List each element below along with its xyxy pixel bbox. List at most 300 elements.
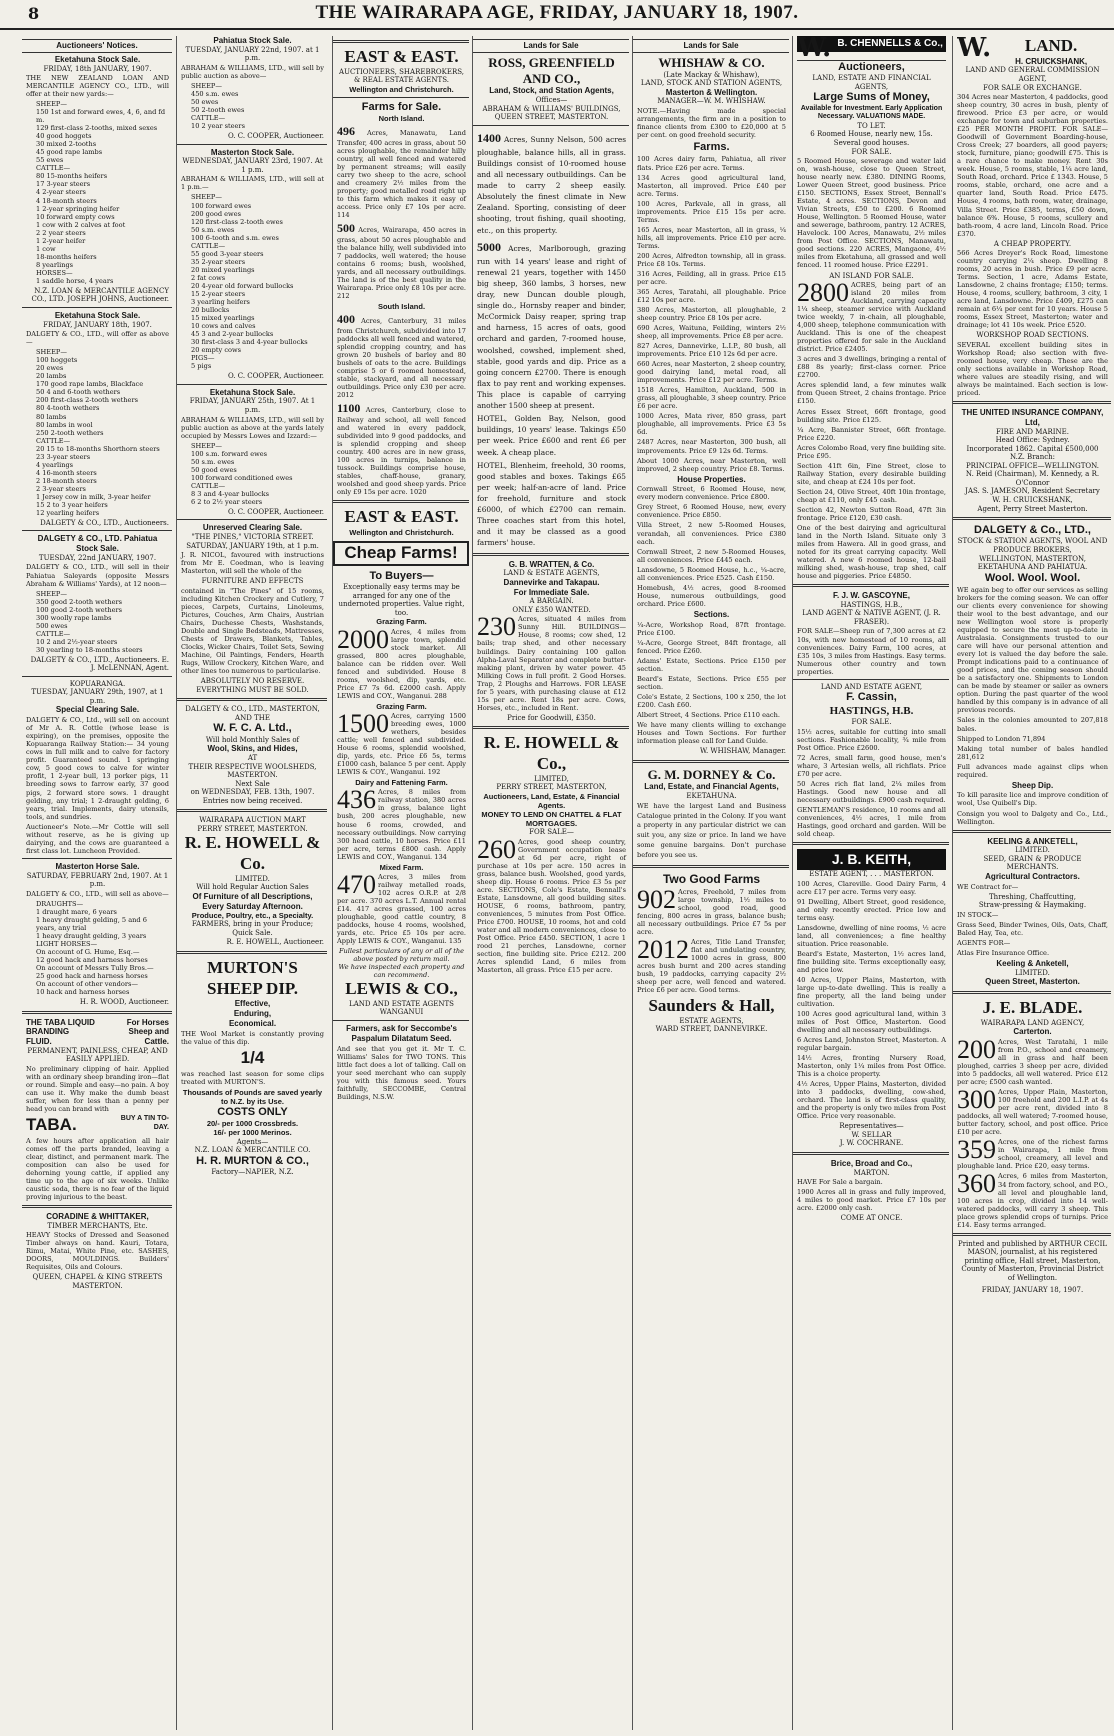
ad-produce: Produce, Poultry, etc., a Specialty. (191, 911, 314, 921)
ad-items: SHEEP— 350 good 2-tooth wethers 100 good 2-tooth wethers 300 woolly rape lambs 500 ewes CATTLE— 10 2 and 2½-year steers 30 yearling to 18-months steers (36, 589, 143, 654)
ad-subtitle: SEED, GRAIN & PRODUCE MERCHANTS. (983, 854, 1082, 872)
listing: Adams' Estate, Sections. Price £150 per section. (637, 656, 786, 673)
ad-heading: Agricultural Contractors. (985, 871, 1080, 881)
listing: ¼ Acre, Bannister Street, 66ft frontage. Price £220. (797, 425, 946, 442)
ad-masterton-stock (181, 148, 324, 381)
ad-body: Consign you wool to Dalgety and Co., Ltd., Wellington. (957, 809, 1108, 826)
ad-signature: O. C. COOPER, Auctioneer. (227, 132, 324, 141)
ad-tolet-body: 6 Roomed House, nearly new, 15s. Several good houses. (810, 130, 933, 147)
ad-location: MARTON. (853, 1168, 890, 1177)
ad-firm: Keeling & Anketell, (996, 958, 1069, 968)
listing: 40 Acres, Upper Plains, Masterton, with large up-to-date dwelling. This is really a fine property, all the land being under cultivation. (797, 975, 946, 1008)
listing: 359 Acres, one of the richest farms in Wairarapa, 1 mile from school, creamery, all level and ploughable land. Price £20, easy terms. (957, 1135, 1108, 1171)
column-3 (332, 36, 469, 1730)
ad-subheading: Dairy and Fattening Farm. (355, 778, 448, 788)
ad-name: H. CRUICKSHANK, (1015, 56, 1088, 66)
listing: 2012 Acres, Title Land Transfer, flat and undulating country, 1000 acres in grass, 800 acres bush burnt and 200 acres standing bush, 19 paddocks, carrying capacity 2½ sheep per acre, well fenced and watered. Price £6 per acre. Good terms. (637, 934, 786, 994)
ad-item: Straw-pressing & Haymaking. (978, 901, 1087, 910)
listing: 365 Acres, Taratahi, all ploughable. Price £12 10s per acre. (637, 287, 786, 304)
ad-place: THEIR RESPECTIVE WOOLSHEDS, MASTERTON. (188, 762, 317, 780)
ad-date: SATURDAY, FEBRUARY 2nd, 1907. At 1 p.m. (26, 871, 169, 889)
ad-firm: ROSS, GREENFIELD AND CO., (488, 54, 615, 86)
ad-body: SEVERAL excellent building sites in Workshop Road; also section with five-roomed house, very cheap. These are the only sections available in Workshop Road, where values are steadily rising, and will always be maintained. Each section is low-priced. (957, 341, 1108, 398)
listing: 1000 Acres, Mata river, 850 grass, part ploughable, all improvements. Price £3 5s 6d. (637, 412, 786, 437)
ad-location: EKETAHUNA. (686, 792, 737, 801)
ad-heading: Farms. (693, 141, 730, 154)
ad-ltd: LIMITED. (1015, 968, 1050, 977)
ad-price-1: 20/- per 1000 Crossbreds. (206, 1119, 299, 1129)
ad-signature: O. C. COOPER, Auctioneer. (227, 372, 324, 381)
listing: 4½ Acres, Upper Plains, Masterton, divided into 3 paddocks, dwelling, cow-shed, orchard. The land is of first-class quality, and the property is only two miles from Post Office. Price very reasonable. (797, 1080, 946, 1121)
ad-bargain: A BARGAIN. (529, 597, 574, 606)
listing: Lansdowne, dwelling of nine rooms, ½ acre land, all conveniences; a fine healthy situation. Price reasonable. (797, 923, 946, 948)
ad-location: HASTINGS, H.B. (829, 704, 914, 717)
listing: ¼-Acre, George Street, 84ft frontage, all fenced. Price £260. (637, 638, 786, 655)
ad-firm: Saunders & Hall, (648, 996, 775, 1016)
ad-tag: Effective, (234, 999, 271, 1009)
ad-eketahuna-loan (26, 55, 169, 304)
ad-wfca (181, 705, 324, 805)
ad-rep: J. W. COCHRANE. (839, 1139, 904, 1148)
ad-firm: R. E. HOWELL & Co. (184, 833, 321, 873)
ad-agent: W. H. CRUICKSHANK, (992, 495, 1073, 504)
ad-heading: Sections. (693, 609, 730, 619)
ad-subheading: South Island. (377, 302, 426, 312)
ad-body: Exceptionally easy terms may be arranged for any one of the undernoted properties. Value right, too. (338, 583, 465, 617)
listing: Section 41ft 6in, Fine Street, close to Railway Station, every desirable building site, and cheap at £24 10s per foot. (797, 461, 946, 486)
ad-subtitle: WAIRARAPA LAND AGENCY, (980, 1018, 1085, 1027)
listing: 91 Dwelling, Albert Street, good residence, and only recently erected. Price low and terms easy. (797, 897, 946, 922)
ad-firm: H. R. MURTON & CO., (196, 1154, 309, 1167)
farm-listing: 470 Acres, 3 miles from railway metalled roads, 102 acres O.R.P. at 2/8 per acre. 370 acres L.T. Annual rental £14. 417 acres grassed, 100 acres ploughable, good cattle country, 8 paddocks, house 4 rooms, woolshed, yards, etc. Price £5 10s per acre. Apply LEWIS & COY., Wanganui. 135 (337, 869, 466, 946)
ad-body: THE Wool Market is constantly proving the value of this dip. (181, 1029, 324, 1046)
ad-taba (26, 1018, 169, 1201)
ad-office: Head Office: Sydney. (995, 436, 1070, 445)
ad-note: We have inspected each property and can recommend. (338, 963, 465, 980)
column-1 (22, 36, 172, 1730)
ad-rep: W. SELLAR (851, 1130, 892, 1139)
ad-factory: Factory—NAPIER, N.Z. (211, 1168, 294, 1176)
ad-subtitle: ESTATE AGENTS, (679, 1016, 744, 1025)
ad-heading: For Immediate Sale. (513, 587, 590, 597)
ad-signature: W. WHISHAW, Manager. (699, 746, 786, 755)
ad-firm: R. E. HOWELL & Co., (483, 733, 620, 774)
ad-auction-mart (181, 816, 324, 947)
farm-listing: 2000 Acres, 4 miles from large town, splendid stock market. All grassed, 800 acres ploughable, balance can be ridden over. Well fenced and subdivided. House 8 rooms, woolshed, dip, yards, etc. Price £7 7s 6d. £2000 cash. Apply LEWIS and COY., Wanganui. 288 (337, 624, 466, 700)
listing: 230 Acres, situated 4 miles from Sunny Hill. BUILDINGS—House, 8 rooms; cow shed, 12 bails; trap shed, and other necessary buildings. Dairy containing 100 gallon Alpha-Laval Separator and complete butter-making plant, driven by water power. 45 Milking Cows in full profit. 2 Good Horses. Trap, 2 Ploughs and Harrows. FOR LEASE for 5 years, with purchasing clause at £12 15s per acre. Rent 18s per acre. Cows, Horses, etc., included in Rent. (477, 612, 626, 712)
ad-cash: ONLY £350 WANTED. (512, 605, 591, 614)
ad-signature: H. R. WOOD, Auctioneer. (79, 997, 169, 1006)
ad-heading: Wool. Wool. Wool. (984, 571, 1081, 584)
logo-letter: W. (957, 36, 992, 63)
listing: 14½ Acres, fronting Nursery Road, Masterton, only 1¼ miles from Post Office. This is a choice property. (797, 1054, 946, 1079)
ad-subtitle: LAND, STOCK AND STATION AGENTS, (640, 79, 783, 88)
ad-subtitle: Auctioneers, (838, 61, 905, 73)
ad-address: WARD STREET, DANNEVIRKE. (655, 1025, 768, 1034)
farm-listing: 496 Acres, Manawatu, Land Transfer, 400 acres in grass, about 50 acres ploughable, the remainder hilly country, all well fenced and watered by permanent streams; will easily carry two sheep to the acre, school and creamery 2½ miles from the property; good metalled road right up to this farm which makes it easy of access. Price only £7 10s per acre. 114 (337, 124, 466, 220)
ad-late: (Late Mackay & Whishaw), (663, 70, 760, 79)
ad-clearing-sale (181, 523, 324, 694)
ad-note: Fullest particulars of any or all of the above posted by return mail. (338, 947, 465, 964)
section-header: Auctioneers' Notices. (22, 39, 172, 53)
ad-items: SHEEP— 150 1st and forward ewes, 4, 6, and fd m. 129 first-class 2-tooths, mixed sexes 40 good hoggets 30 mixed 2-tooths 45 good rape lambs 55 ewes CATTLE— 80 15-months heifers 17 3-year steers 4 2-year steers 4 18-month steers 1 2-year springing heifer 10 forward empty cows 1 cow with 2 calves at foot 2 2 year steers 1 2-year heifer 1 cow 18-months heifers 8 yearlings HORSES— 1 saddle horse, 4 years (36, 100, 166, 285)
ad-firm: J. E. BLADE. (982, 997, 1083, 1017)
ad-address: ABRAHAM & WILLIAMS' BUILDINGS, QUEEN STREET, MASTERTON. (482, 104, 621, 122)
ad-forsale: FOR SALE OR EXCHANGE. (983, 83, 1082, 92)
ad-firm: Brice, Broad and Co., (830, 1159, 913, 1169)
ad-firm: KEELING & ANKETELL, (987, 836, 1078, 846)
ad-principal: PRINCIPAL OFFICE—WELLINGTON. (965, 461, 1100, 470)
ad-incorporated: Incorporated 1862. Capital £500,000 (966, 444, 1099, 453)
ad-subheading: Grazing Farm. (376, 617, 427, 627)
listing: 200 Acres, West Taratahi, 1 mile from P.O., school and creamery, all in grass and half been ploughed, carries 3 sheep per acre, divided into 5 paddocks, all well watered. Price £12 per acre; £500 cash wanted. (957, 1034, 1108, 1087)
ad-agent: LAND AND ESTATE AGENT, (820, 682, 923, 691)
ad-next: Next Sale (235, 779, 270, 788)
ad-address: PERRY STREET, MASTERTON. (197, 824, 308, 833)
ad-title: Eketahuna Stock Sale. (54, 310, 141, 320)
ad-offices: Offices— (535, 96, 568, 105)
ad-firm: WHISHAW & CO. (658, 54, 765, 70)
ad-note: EVERYTHING MUST BE SOLD. (196, 685, 309, 694)
listing: One of the best dairying and agricultural land in the North Island. Situate only 3 miles from Hawera. All in good grass, and noted for its great carrying capacity. Well watered. A new 6 roomed house, 12-bail milking shed, wash-house, trap shed, calf house and piggeries. Price £4850. (797, 523, 946, 581)
ad-price-2: 16/- per 1000 Merinos. (213, 1128, 292, 1138)
newspaper-title: THE WAIRARAPA AGE, FRIDAY, JANUARY 18, 1907. (315, 2, 799, 23)
masthead (0, 0, 1114, 30)
ad-body: 304 Acres near Masterton, 4 paddocks, good sheep country, 30 acres in bush, plenty of firewood. Price £3 per acre, or would exchange for town and suburban properties. £25 PER MONTH PROFIT. FOR SALE—Goodwill of Government Boarding-house, Cross Creek; 27 boarders, all good payers; stock, furniture, piano; goodwill £75. This is a rare chance to make money. Rent 30s week. House, 5 rooms, stable, 1¼ acre land, South Road, orchard. Price £ 1343. House, 5 rooms, stable, orchard, one acre and a quarter land, South Road. Price £475. House, 4 rooms, bath room, water, drainage, Villa Street. Price £385, terms, £50 down, balance 6%. House, 5 rooms, scullery and bath-room, 4 acre land, Lincoln Road. Price £370. (957, 93, 1108, 238)
ad-title: DALGETY & CO., LTD. Pahiatua Stock Sale. (37, 534, 158, 554)
ad-subtitle: LAND & ESTATE AGENTS, (503, 569, 600, 578)
ad-ltd: LIMITED. (235, 874, 270, 883)
ad-firm: THE UNITED INSURANCE COMPANY, Ltd, (961, 408, 1104, 427)
ad-branch: N.Z. Branch: (1009, 453, 1056, 462)
ad-subtitle: FIRE AND MARINE. (996, 427, 1069, 436)
ad-subtitle: LAND AND ESTATE AGENTS (349, 999, 454, 1008)
column-2 (176, 36, 327, 1730)
listing: HOTEL, Blenheim, freehold, 30 rooms, good stables and boxes. Takings £65 per week; half-an-acre of land. Price for freehold, furniture and stock £6000, of which £2700 can remain. Three coaches start from this hotel, and it may be classed as a good farmers' house. (477, 460, 626, 548)
ad-firm: G. M. DORNEY & Co. (647, 766, 776, 782)
ad-subtitle: STOCK & STATION AGENTS, WOOL AND PRODUCE BROKERS, (957, 537, 1108, 554)
ad-location: Wellington and Christchurch. (349, 84, 454, 94)
column-5 (632, 36, 789, 1730)
ad-heading: A CHEAP PROPERTY. (993, 239, 1072, 248)
listing: 15½ acres, suitable for cutting into small sections. Fashionable locality, ¾ mile from Post Office. Price £2600. (797, 727, 946, 752)
farm-listing: 500 Acres, Wairarapa, 450 acres in grass, about 50 acres ploughable and the balance hilly, well subdivided into 7 paddocks, well watered; the house contains 6 rooms; bush, woolshed, yards, and all necessary outbuildings. The land is of the best quality in the Wairarapa. Price only £8 10s per acre. 212 (337, 221, 466, 301)
ad-stat: Sales in the colonies amounted to 207,818 bales. (957, 716, 1108, 733)
ad-title: MURTON'S SHEEP DIP. (206, 957, 299, 998)
ad-firm: EAST & EAST. (344, 47, 459, 66)
listing: Acres Essex Street, 66ft frontage, good building site. Price £125. (797, 407, 946, 424)
ad-firm: W. F. C. A. Ltd., (213, 722, 292, 735)
taba-buy: BUY A TIN TO-DAY. (120, 1115, 169, 1131)
farm-listing: 400 Acres, Canterbury, 31 miles from Christchurch, subdivided into 17 paddocks all well fenced and watered, splendid cropping country, and has grown 20 bushels of barley and 80 bushels of oats to the acre. Buildings comprise 5 or 6 roomed homestead, stable, stackyard, and all necessary outbuildings. Price only £30 per acre. 2012 (337, 312, 466, 400)
imprint-date: FRIDAY, JANUARY 18, 1907. (981, 1286, 1084, 1295)
listing: 660 Acres, near Masterton, 2 sheep country, good dairying land, metal road, all improvements. Price £12 per acre. Terms. (637, 360, 786, 385)
ad-body: ABRAHAM & WILLIAMS, LTD., will sell by public auction as above— (181, 63, 324, 80)
ad-money: MONEY TO LEND ON CHATTEL & FLAT MORTGAGES. (481, 810, 622, 829)
ad-costs: COSTS ONLY (217, 1105, 288, 1118)
listing: 100 Acres good agricultural land, within 3 miles of Post Office, Masterton. Good dwelling and all necessary outbuildings. (797, 1010, 946, 1035)
listing: 316 Acres, Feilding, all in grass. Price £15 per acre. (637, 269, 786, 286)
ad-firm: LEWIS & CO., (345, 979, 458, 999)
listing: Cole's Estate, 2 Sections, 100 x 250, the lot £200. Cash £60. (637, 692, 786, 709)
ad-stat: Shipped to London 71,894 (957, 734, 1046, 743)
ad-and: AND THE (235, 713, 270, 722)
ad-body: FOR SALE—Sheep run of 7,300 acres at £2 10s, with new homestead of 10 rooms, all conveniences. Dairy Farm, 100 acres, at £35 10s, 3 miles from Hastings. Easy terms. Numerous other country and town properties. (797, 627, 946, 676)
ad-firm: DALGETY & Co., LTD., (974, 524, 1091, 537)
ad-place: KOPUARANGA. (69, 679, 126, 688)
listing: ¼-Acre, Workshop Road, 87ft frontage. Price £100. (637, 620, 786, 637)
ad-manager: MANAGER—W. M. WHISHAW. (657, 97, 766, 106)
taba-body: No preliminary clipping of hair. Applied with an ordinary sheep branding iron—flat or round. Simple and easy—no pain. A boy can use it. Why make the dumb beast suffer, when for less than a penny per head you can brand with (26, 1064, 169, 1113)
ad-body2: was reached last season for some clips treated with MURTON'S. (181, 1069, 324, 1086)
listing: 690 Acres, Waituna, Feilding, winters 2½ sheep, all improvements. Price £8 per acre. (637, 324, 786, 341)
listing: Section 24, Olive Street, 40ft 10in frontage, cheap at £110, only £45 cash. (797, 487, 946, 504)
ad-date: on WEDNESDAY, FEB. 13th, 1907. (190, 788, 315, 797)
ad-firm: G. B. WRATTEN, & Co. (508, 559, 595, 569)
listing: Villa Street, 2 new 5-Roomed Houses, verandah, all conveniences. Price £380 each. (637, 521, 786, 546)
listing: 134 Acres good agricultural land, Masterton, all improved. Price £40 per acre. Terms. (637, 173, 786, 198)
ad-body: DALGETY & CO., LTD., will sell in their Pahiatua Saleyards (opposite Messrs Abraham & Williams' Yards), at 12 noon— (26, 563, 169, 588)
ad-location: WELLINGTON, MASTERTON, EKETAHUNA AND PAHIATUA. (977, 554, 1088, 572)
listing: HOTEL, Golden Bay, Nelson, good buildings, 10 years' lease. Takings £50 per week. Price £600 and rent £6 per week. A cheap place. (477, 414, 626, 457)
ad-title: Eketahuna Stock Sale. (209, 387, 296, 397)
ad-title: DALGETY & CO., LTD., MASTERTON, (185, 705, 320, 714)
listing: Homebush, 4½ acres, good 8-roomed House, numerous outbuildings, good orchard. Price £600. (637, 583, 786, 608)
ad-body2: contained in "The Pines" of 15 rooms, including Kitchen Crockery and Cutlery, 7 pieces, Carpets, Curtains, Linoleums, Pictures, Couches, Arm Chairs, Austrian Chairs, Duchesse Chests, Washstands, Double and Single Bedsteads, Mattresses, Chests of Drawers, Blankets, Tables, Clocks, Wicker Chairs, Toilet Sets, Sewing Machine, Oil Paintings, Fenders, Hearth Rugs, Willow Crockery, Kitchen Ware, and other lines too numerous to particularise. (181, 586, 324, 676)
ad-signature: DALGETY & CO., LTD., Auctioneers. (40, 518, 169, 527)
ad-subtitle: ESTATE AGENT, . . . MASTERTON. (809, 870, 934, 879)
ad-forsale: FOR SALE. (851, 147, 892, 156)
ad-date: TUESDAY, 22nd JANUARY, 1907. (38, 553, 157, 562)
listing: Cornwall Street, 6 Roomed House, new, every modern convenience. Price £800. (637, 485, 786, 502)
ad-note: We have many clients willing to exchange Houses and Town Sections. For further information please call for Land Guide. (637, 720, 786, 745)
ad-pahiatua-dalgety (26, 534, 169, 672)
ad-at: AT (247, 753, 258, 762)
ad-secretary: JAS. S. JAMESON, Resident Secretary (965, 487, 1100, 496)
ad-body: WE have the largest Land and Business Catalogue printed in the Colony. If you want a property in any particular district we can suit you, any size or price. In land we have some genuine bargains. Don't purchase before you see us. (637, 801, 786, 860)
listing: 100 Acres dairy farm, Pahiatua, all river flats. Price £26 per acre. Terms. (637, 155, 786, 172)
printer-imprint: Printed and published by ARTHUR CECIL MASON, journalist, at his registered printing office, Hall street, Masterton, County of Masterton, Provincial District of Wellington. (957, 1239, 1108, 1282)
listing: 72 Acres, small farm, good house, men's whare, 3 Artesian wells, all richflats. Price £70 per acre. (797, 753, 946, 778)
ad-signature: O. C. COOPER, Auctioneer. (227, 507, 324, 516)
farm-listing: 1500 Acres, carrying 1500 breeding ewes, 1000 wethers, besides cattle; well fenced and subdivided. House 6 rooms, splendid woolshed, dip, yards, etc. Price £6 5s, terms £1000 cash, balance 5 per cent. Apply LEWIS & COY., Wanganui. 192 (337, 708, 466, 777)
taba-title: THE TABA LIQUID BRANDING FLUID. (26, 1017, 95, 1046)
ad-date: SATURDAY, JANUARY 19th, at 1 p.m. (186, 541, 319, 550)
ad-date: FRIDAY, JANUARY 18th, 1907. (43, 320, 152, 329)
ad-body: IN STOCK— (957, 910, 999, 919)
coradine-body: HEAVY Stocks of Dressed and Seasoned Timber always on hand. Kauri, Totara, Rimu, Matai, White Pine, etc. SASHES, DOORS, MOULDINGS. Builders' Requisites, Oils and Colours. (26, 1231, 169, 1272)
ad-saved: Thousands of Pounds are saved yearly to N.Z. by its Use. (182, 1087, 323, 1106)
ad-chair: N. Reid (Chairman), M. Kennedy, a R. O'Connor (965, 470, 1100, 487)
ad-items: SHEEP— 100 forward ewes 200 good ewes 120 first-class 2-tooth ewes 50 s.m. ewes 100 6-tooth and s.m. ewes CATTLE— 55 good 3-year steers 35 2-year steers 20 mixed yearlings 2 fat cows 20 4-year old forward bullocks 15 2-year steers 3 yearling heifers 20 bullocks 15 mixed yearlings 10 cows and calves 45 3 and 2-year bullocks 30 first-class 3 and 4-year bullocks 20 empty cows PIGS— 5 pigs (191, 193, 308, 371)
ad-tag: Economical. (228, 1018, 277, 1028)
ad-note: NOTE.—Having made special arrangements, the firm are in a position to finance clients from £300 to £20,000 at 5 per cent. on good freehold security. (637, 106, 786, 140)
ad-signature: R. E. HOWELL, Auctioneer. (226, 938, 324, 947)
ad-note: ABSOLUTELY NO RESERVE. (200, 677, 305, 686)
ad-subtitle: LAND, ESTATE AND FINANCIAL AGENTS, (812, 74, 931, 91)
ad-body: DALGETY & CO., Ltd., will sell on account of Mr A. R. Cottle (whose lease is expiring), on the premises, opposite the Kopuaranga Railway Station:— 34 young cows in full milk and to calve for factory profit. Guaranteed sound. 1 springing cow, 5 good cows to calve for winter profit, 1 2-year bull, 13 porker pigs, 11 breeding sows to farrow early, 37 good pigs, 2 forward store sows. 1 draught gelding, any trial; 1 2-draught gelding, 6 years, trial. Implements, dairy utensils, tools, and sundries. (26, 716, 169, 821)
ad-eketahuna-aw (181, 388, 324, 517)
ad-signature: N.Z. LOAN & MERCANTILE AGENCY CO., LTD. JOSEPH JOHNS, Auctioneer. (31, 286, 169, 304)
ad-reps: Representatives— (839, 1122, 904, 1131)
ad-every: Every Saturday Afternoon. (202, 901, 303, 911)
ad-body: DALGETY & CO., LTD., will sell as above— (26, 889, 169, 898)
ad-subheading: North Island. (378, 114, 425, 124)
ad-forsale: FOR SALE. (851, 718, 892, 726)
ad-title: Special Clearing Sale. (55, 705, 140, 715)
ad-firm: F. Cassin, (846, 691, 897, 704)
listing: GENTLEMAN'S residence, 10 rooms and all conveniences, 4½ acres, 1 mile from Hastings, good orchard and garden. Will be sold cheap. (797, 805, 946, 838)
listing: 3 acres and 3 dwellings, bringing a rental of £88 8s yearly; first-class corner. Price £2700. (797, 355, 946, 380)
listing: 6 Acres Land, Johnston Street, Masterton. A regular bargain. (797, 1036, 946, 1053)
ad-title: Pahiatua Stock Sale. (213, 36, 292, 45)
listing: 200 Acres, Alfredton township, all in grass. Price £8 10s. Terms. (637, 251, 786, 268)
listing: 100 Acres, Clareville. Good Dairy Farm, 4 acre £17 per acre. Terms very easy. (797, 879, 946, 896)
ad-date: TUESDAY, JANUARY 22nd, 1907. at 1 p.m. (185, 45, 320, 63)
ad-items: SHEEP— 450 s.m. ewes 50 ewes 50 2-tooth ewes CATTLE— 10 2 year steers (191, 81, 245, 131)
farm-listing: 1100 Acres, Canterbury, close to Railway and school, all well fenced and watered in every paddock, subdivided into 9 good paddocks, and is splendid cropping and sheep country. 400 acres are in new grass, 100 acres in turnips, balance in tussock. Buildings comprise house, stables, chaff-house, granary, woolshed and good sheep yards. Price only £9 15s per acre. 1020 (337, 401, 466, 497)
ad-location: Masterton & Wellington. (665, 87, 758, 97)
ad-body: HAVE For Sale a bargain. (797, 1178, 883, 1187)
ad-note: Full advances made against clips when required. (957, 762, 1108, 779)
ad-body: J. R. NICOL, favoured with instructions from Mr E. Coedman, who is leaving Masterton, will sell the whole of the (181, 551, 324, 576)
cheap-farms-banner: Cheap Farms! (333, 541, 469, 566)
ad-title: Eketahuna Stock Sale. (54, 54, 141, 64)
farm-listing: 436 Acres, 8 miles from railway station, 380 acres in grass, balance light bush, 200 acres ploughable, new house 6 rooms, crowded, and necessary outbuildings. Now carrying 300 head cattle, 10 horses. Price £11 per acre, terms £800 cash. Apply LEWIS and COY., Wanganui. 134 (337, 785, 466, 861)
ad-items: SHEEP— 100 s.m. forward ewes 50 s.m. ewes 50 good ewes 100 forward conditioned ewes CATTLE— 8 3 and 4-year bullocks 6 2 to 2½ year steers (191, 441, 293, 506)
listing: About 1000 Acres, near Masterton, well improved, 2 sheep country. Price £8. Terms. (637, 456, 786, 473)
ad-body: Atlas Fire Insurance Office. (957, 948, 1050, 957)
coradine-address: QUEEN, CHAPEL & KING STREETS MASTERTON. (32, 1273, 163, 1290)
ad-body: 1900 Acres all in grass and fully improved, 4 miles to good market. Price £7 10s per acre. £2000 only cash. (797, 1188, 946, 1213)
taba-for: For Horses Sheep and Cattle. (126, 1017, 169, 1046)
ad-location: HASTINGS, H.B., (840, 600, 903, 609)
ad-firm: J. B. KEITH, (797, 849, 946, 870)
ad-horse-sale (26, 862, 169, 1007)
ad-heading: To Buyers— (369, 569, 434, 582)
listing: 260 Acres, good sheep country, Government occupation lease at 6d per acre, right of purchase at 10s per acre. 150 acres in grass, balance bush. Woolshed, good yards, sheep dip. House 6 rooms. Price £3 5s per acre. SECTIONS, Cole's Estate, Bennall's Estate, Lansdowne, all good building sites. HOUSE, 6 rooms, bathroom, pantry, conveniences, 5 minutes from Post Office. Price £700. HOUSE, 10 rooms, hot and cold water and all modern conveniences, close to Post Office. Price £450. SECTION, 1 acre 1 rood 21 perches, Lansdowne, corner section, fine building site. Price £212. 200 Acres splendid Land, 6 miles from Masterton, all grass. Price £15 per acre. (477, 834, 626, 975)
ad-subtitle: Auctioneers, Land, Estate, & Financial Agents. (483, 791, 620, 810)
ad-location: Wellington and Christchurch. (349, 528, 454, 538)
listing: Section 42, Newton Sutton Road, 47ft 3in frontage. Price £120, £30 cash. (797, 505, 946, 522)
page-number: 8 (28, 4, 40, 23)
logo-letter: W. (797, 36, 832, 61)
ad-heading: Farmers, ask for Seccombe's Paspalum Dilatatum Seed. (346, 1024, 457, 1043)
ad-title: WAIRARAPA AUCTION MART (199, 816, 306, 825)
ad-subtitle: AUCTIONEERS, SHAREBROKERS, & REAL ESTATE AGENTS. (339, 67, 464, 85)
ad-coradine (26, 1212, 169, 1291)
ad-agents: Agents— (236, 1137, 269, 1146)
ad-heading: Farms for Sale. (361, 100, 442, 113)
ad-body: THE NEW ZEALAND LOAN AND MERCANTILE AGENCY CO., LTD., will offer at their new yards:— (26, 74, 169, 99)
listing: Albert Street, 4 Sections. Price £110 each. (637, 710, 780, 719)
listing: Lansdowne, 5 Roomed House, h.c., ¼-acre, all conveniences. Price £525. Cash £150. (637, 565, 786, 582)
ad-note: COME AT ONCE. (840, 1214, 903, 1223)
ad-body: ABRAHAM & WILLIAMS, LTD., will sell by public auction as above at the yards lately occupied by Messrs Lowes and Izzard:— (181, 415, 324, 440)
listing: 50 Acres rich flat land, 2¼ miles from Hastings. Good new house and all necessary outbuildings. £900 cash required. (797, 779, 946, 804)
listing: 360 Acres, 6 miles from Masterton, 34 from factory, school, and P.O., all level and ploughable land, 100 acres in crop, divided into 14 well-watered paddocks, will carry 3 sheep. This place grows splendid crops of turnips. Price £14. Easy terms arranged. (957, 1169, 1108, 1229)
ad-body: And see that you get it. Mr T. C. Williams' Sales for TWO TONS. This little fact does a lot of talking. Call on your seed merchant who can supply you with this famous seed. Yours faithfully, SECCOMBE, Central Buildings, N.S.W. (337, 1044, 466, 1101)
listing: 902 Acres, Freehold, 7 miles from large township, 1½ miles to school, good road, good fencing, 800 acres in grass, balance bush; all necessary outbuildings. Price £7 5s per acre. (637, 884, 786, 936)
ad-kopuaranga (26, 680, 169, 855)
ad-agent: Agent, Perry Street Masterton. (977, 504, 1088, 513)
listing: 165 Acres, near Masterton, all in grass, ¼ hills, all improvements. Price £10 per acre. Terms. (637, 225, 786, 250)
listing: 100 Acres, Parkvale, all in grass, all improvements. Price £15 15s per acre. Terms. (637, 199, 786, 224)
ad-subtitle: LAND AND GENERAL COMMISSION AGENT, (965, 66, 1100, 84)
ad-body: WE Contract for— (957, 882, 1019, 891)
ad-date: WEDNESDAY, JANUARY 23rd, 1907. At 1 p.m. (182, 157, 323, 174)
ad-location: Dannevirke and Takapau. (503, 577, 600, 587)
ad-goods: Wool, Skins, and Hides, (207, 744, 298, 754)
ad-firm: B. CHENNELLS & Co., (797, 36, 946, 52)
ad-location: WANGANUI (379, 1008, 424, 1017)
listing: 300 Acres, Upper Plain, Masterton, 100 freehold and 200 L.I.P. at 4s per acre rent, divided into 8 paddocks, all well watered; 7-roomed house, butter factory, school, and post office. Price £10 per acre. (957, 1085, 1108, 1137)
column-6 (792, 36, 949, 1730)
ad-subheading: Mixed Farm. (379, 862, 424, 872)
ad-tag: Enduring, (233, 1009, 272, 1019)
coradine-sub: TIMBER MERCHANTS, Etc. (47, 1221, 148, 1230)
ad-body: Will hold Monthly Sales of (205, 735, 300, 744)
ad-items: DRAUGHTS— 1 draught mare, 6 years 1 heavy draught gelding, 5 and 6 years, any trial 1 heavy draught gelding, 3 years LIGHT HORSES— On account of G. Hume, Esq.— 12 good hack and harness horses On account of Messrs Tully Bros.— 25 good hack and harness horses On account of other vendors— 10 hack and harness horses (36, 899, 154, 996)
ad-signature: DALGETY & CO., LTD., Auctioneers. E. J. McLENNAN, Agent. (30, 655, 169, 673)
listing: Beard's Estate, Sections. Price £55 per section. (637, 674, 786, 691)
ad-title: Masterton Stock Sale. (210, 147, 295, 157)
ad-subtitle: Land, Estate, and Financial Agents, (644, 782, 779, 792)
ad-address: Queen Street, Masterton. (985, 977, 1080, 987)
ad-title: Masterton Horse Sale. (55, 861, 140, 871)
listing: 380 Acres, Masterton, all ploughable, 2 sheep country. Price £8 10s per acre. (637, 306, 786, 323)
taba-body2: A few hours after application all hair comes off the parts branded, leaving a clear, distinct, and permanent mark. The composition can also be used for dehorning young cattle, if applied any time up to the age of six weeks. Unlike caustic soda, there is no fear of the liquid proving injurious to the beast. (26, 1136, 169, 1201)
ad-forsale: FOR SALE— (529, 828, 574, 837)
ad-item: Threshing, Chaffcutting, (989, 892, 1076, 901)
listing: Grey Street, 6 Roomed House, new, every convenience. Price £850. (637, 503, 786, 520)
ad-items: SHEEP— 100 hoggets 20 ewes 20 lambs 170 good rape lambs, Blackface 50 4 and 6-tooth wethers 200 first-class 2-tooth wethers 80 4-tooth wethers 80 lambs 80 lambs in wool 250 2-tooth wethers CATTLE— 20 15 to 18-months Shorthorn steers 23 3-year steers 4 yearlings 4 16-month steers 2 18-month steers 2 3-year steers 1 Jersey cow in milk, 3-year heifer 15 2 to 3 year heifers 12 yearling heifers (36, 348, 160, 517)
ad-heading: Two Good Farms (662, 872, 761, 886)
ad-body: AGENTS FOR— (957, 938, 1011, 947)
ad-location: Carterton. (1013, 1027, 1052, 1037)
listing: 1518 Acres, Hamilton, Auckland, 500 in grass, all ploughable, 3 sheep country. Price £6 per acre. (637, 386, 786, 411)
listing: 2800 ACRES, being part of an island 20 miles from Auckland, carrying capacity 1¼ sheep, steamer service with Auckland twice weekly, 7 in-chain, all ploughable, 4,000 sheep, telephone communication with Auckland. This is one of the cheapest properties offered for sale in the Auckland district. Price £2405. (797, 278, 946, 354)
ad-body: 5 Roomed House, sewerage and water laid on, wash-house, close to Queen Street, house nearly new. £380. DINING Rooms, Lower Queen Street, good business. Price £150. SECTIONS, Essex Street, Bennall's Estate, 4 acres. SECTIONS, Devon and Vivian Streets, £50 to £200. 6 Roomed House, Wellington. 5 Roomed House, water and sewerage, bathroom, pantry. 12 ACRES, Havelock. 100 Acres, Manawatu, 2½ miles from Post Office. SECTIONS, Manawatu, good sections. 220 ACRES, Mangaone, 4½ miles from Eketahuna, all grassed and well fenced. 11 roomed house. Price £2291. (797, 157, 946, 270)
ad-island: AN ISLAND FOR SALE. (829, 271, 914, 280)
ad-tolet: TO LET. (857, 121, 886, 130)
listing: 5000 Acres, Marlborough, grazing run with 14 years' lease and right of renewal 21 years, together with 1450 big sheep, 360 lambs, 3 horses, new dray, new Duncan double plough, single do., Hornsby reaper and binder, McCormick Daisy reaper, spring trap and harness, 15 acres of oats, good orchard and garden, 7-roomed house, woolshed, cowshed, implement shed, stable, good yards and dip. Price as a going concern £2700. There is enough flax to pay rent and working expenses. This place is capable of carrying another 1500 sheep at present. (477, 239, 626, 411)
listing: Beard's Estate, Masterton, 1½ acres land, fine building site. Terms exceptionally easy, and price low. (797, 949, 946, 974)
ad-heading: House Properties. (677, 474, 746, 484)
ad-entries: Entries now being received. (202, 796, 303, 805)
section-header: Lands for Sale (633, 39, 789, 53)
listing: 827 Acres, Dannevirke, L.I.P., 80 bush, all improvements. Price £10 12s 6d per acre. (637, 342, 786, 359)
ad-heading: Sheep Dip. (1011, 780, 1054, 790)
ad-body: WE again beg to offer our services as selling brokers for the coming season. We can offer our clients every convenience for showing their wool to the best advantage, and our new Wellington wool store is properly equipped to secure the most up-to-date in Australasia. Consignments trusted to our care will have our personal attention and every lot is valued the day before the sale. Prompt indications paid to a continuance of good prices, and the coming season should be a satisfactory one. Shipments to London can be made by steamer or sailer as owners option. During the past quarter of the wool handled by this company is in advance of all previous records. (957, 585, 1108, 715)
section-header: Lands for Sale (473, 39, 629, 53)
ad-body: ABRAHAM & WILLIAMS, LTD., will sell at 1 p.m.— (181, 175, 324, 192)
coradine-title: CORADINE & WHITTAKER, (46, 1211, 149, 1221)
ad-agent: N.Z. LOAN & MERCANTILE CO. (194, 1146, 311, 1155)
listing: Acres splendid land, a few minutes walk from Queen Street, 2 chains frontage. Price £150. (797, 381, 946, 406)
column-7 (952, 36, 1111, 1730)
ad-goods: Of Furniture of all Descriptions, (192, 891, 313, 901)
ad-body: 566 Acres Dreyer's Rock Road, limestone country carrying 2¼ sheep. Dwelling 8 rooms, 20 acres in bush. Price £9 per acre. Terms. Section, 1 acre, Adams Estate, Lansdowne, 2 chains frontage; £150; terms. House, 4 rooms, scullery, bathroom, 3 city, 1 acre land, Lansdowne. Price £409, £275 can remain at 6¼ per cent for 10 years. House 5 rooms, Essex Street, Masterton; water and drainage; lot 41 10s week. Price £520. (957, 249, 1108, 330)
ad-subtitle: Land, Stock, and Station Agents, (489, 86, 614, 96)
ad-subheading: Grazing Farm. (376, 701, 427, 711)
ad-title: Unreserved Clearing Sale. (202, 523, 303, 533)
ad-murtons-dip (181, 958, 324, 1177)
listing: 2487 Acres, near Masterton, 300 bush, all improvements. Price £9 12s 6d. Terms. (637, 438, 786, 455)
ad-eketahuna-dalgety (26, 311, 169, 528)
ad-stat: Making total number of bales handled 281,612 (957, 744, 1108, 761)
listing: Acres Colombo Road, very fine building site. Price £95. (797, 443, 946, 460)
